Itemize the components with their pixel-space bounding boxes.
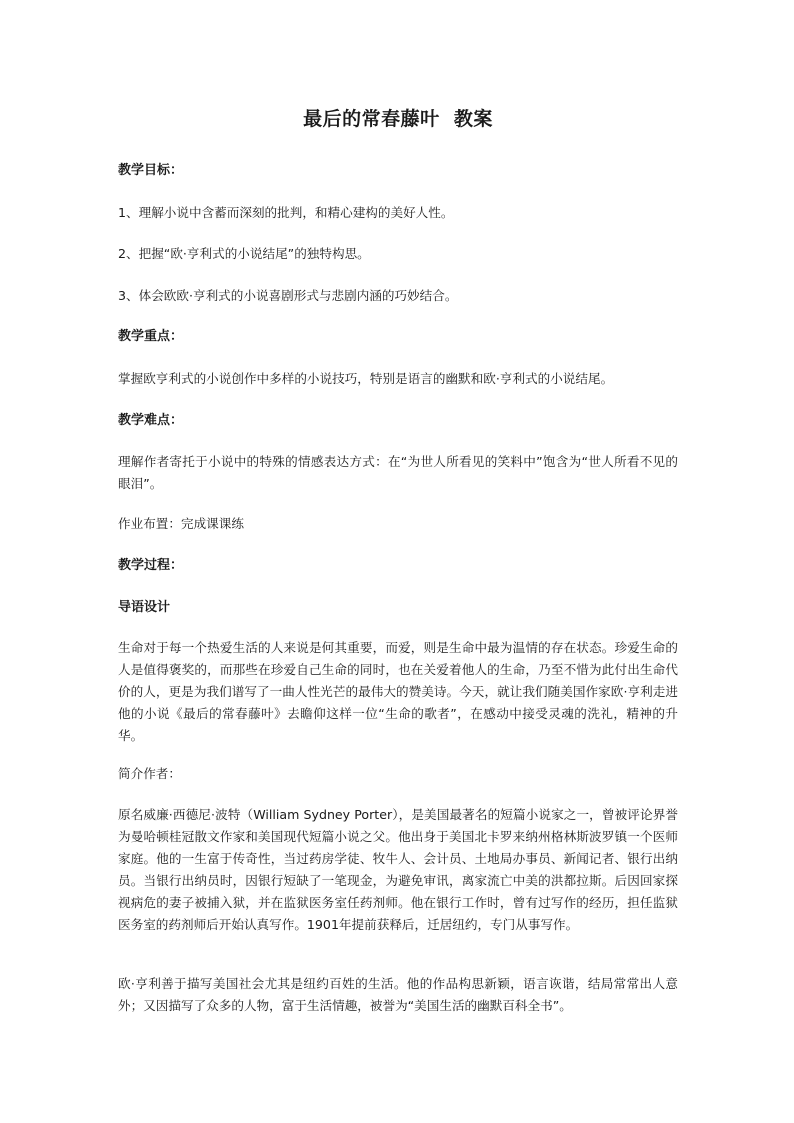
difficulties-text: 理解作者寄托于小说中的特殊的情感表达方式：在“为世人所看见的笑料中”饱含为“世人所看不见的眼泪”。	[118, 454, 678, 491]
intro-heading: 导语设计	[118, 600, 171, 615]
objectives-heading: 教学目标：	[118, 163, 184, 178]
key-points-text: 掌握欧亨利式的小说创作中多样的小说技巧，特别是语言的幽默和欧·亨利式的小说结尾。	[118, 371, 614, 386]
homework-text: 作业布置：完成课课练	[118, 516, 244, 531]
process-heading: 教学过程：	[118, 558, 184, 573]
author-paragraph-2: 欧·亨利善于描写美国社会尤其是纽约百姓的生活。他的作品构思新颖，语言诙谐，结局常常出人意外；又因描写了众多的人物，富于生活情趣，被誉为“美国生活的幽默百科全书”。	[118, 976, 678, 1013]
author-intro-label: 简介作者：	[118, 766, 181, 781]
objective-item-3: 3、体会欧欧·亨利式的小说喜剧形式与悲剧内涵的巧妙结合。	[118, 288, 458, 303]
key-points-heading: 教学重点：	[118, 329, 184, 344]
difficulties-heading: 教学难点：	[118, 413, 184, 428]
document-title: 最后的常春藤叶 教案	[303, 108, 493, 130]
author-paragraph-1: 原名威廉·西德尼·波特（William Sydney Porter），是美国最著名的短篇小说家之一，曾被评论界誉为曼哈顿桂冠散文作家和美国现代短篇小说之父。他出身于美国北卡罗来纳州格林斯波罗镇一个医师家庭。他的一生富于传奇性，当过药房学徒、牧牛人、会计员、土地局办事员、新闻记者、银行出纳员。当银行出纳员时，因银行短缺了一笔现金，为避免审讯，离家流亡中美的洪都拉斯。后因回家探视病危的妻子被捕入狱，并在监狱医务室任药剂师。他在银行工作时，曾有过写作的经历，担任监狱医务室的药剂师后开始认真写作。1901年提前获释后，迁居纽约，专门从事写作。	[118, 807, 678, 932]
intro-paragraph: 生命对于每一个热爱生活的人来说是何其重要，而爱，则是生命中最为温情的存在状态。珍爱生命的人是值得褒奖的，而那些在珍爱自己生命的同时，也在关爱着他人的生命，乃至不惜为此付出生命代价的人，更是为我们谱写了一曲人性光芒的最伟大的赞美诗。今天，就让我们随美国作家欧·亨利走进他的小说《最后的常春藤叶》去瞻仰这样一位“生命的歌者”，在感动中接受灵魂的洗礼，精神的升华。	[118, 640, 678, 743]
objective-item-2: 2、把握“欧·亨利式的小说结尾”的独特构思。	[118, 246, 370, 261]
objective-item-1: 1、理解小说中含蓄而深刻的批判，和精心建构的美好人性。	[118, 205, 454, 220]
